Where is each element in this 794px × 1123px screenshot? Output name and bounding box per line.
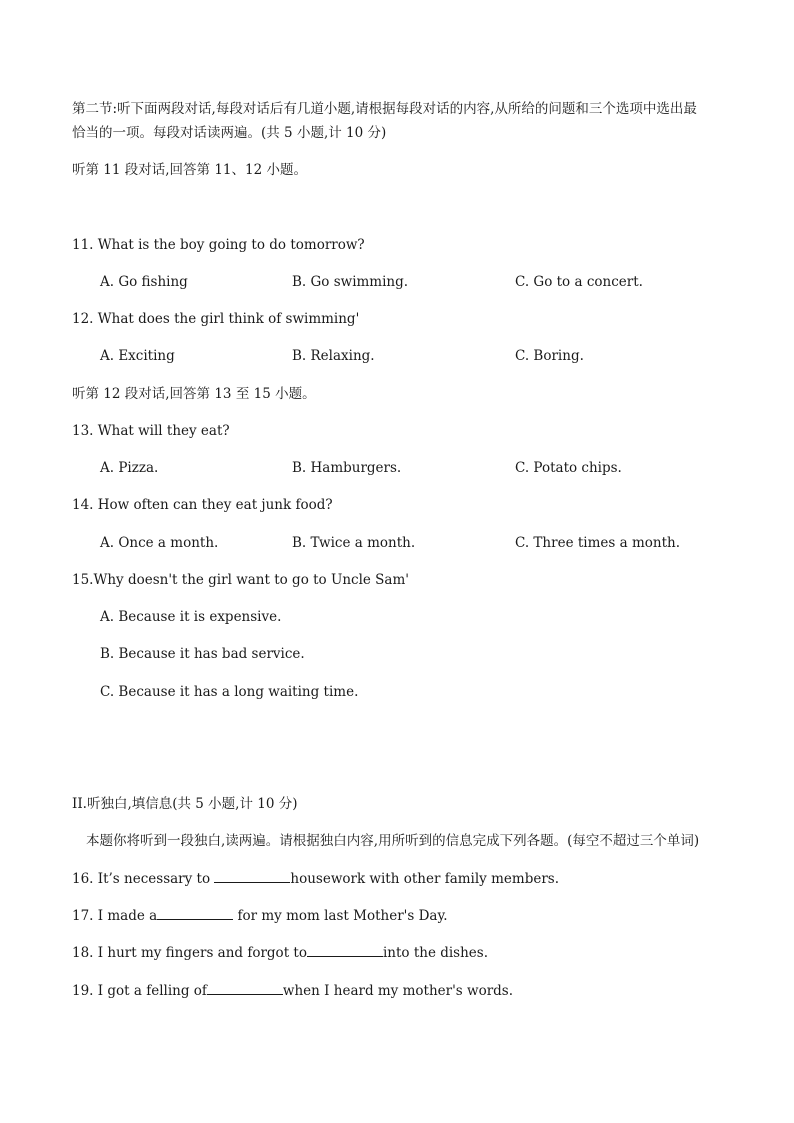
question-13-option-c[interactable]: C. Potato chips.: [515, 460, 622, 476]
fill-item-19: [72, 981, 513, 1000]
section-heading-line-1: 第二节:听下面两段对话,每段对话后有几道小题,请根据每段对话的内容,从所给的问题和三个选项中选出最: [72, 101, 697, 117]
dialogue-11-intro: 听第 11 段对话,回答第 11、12 小题。: [72, 162, 307, 178]
fill-item-18-after: into the dishes.: [382, 945, 489, 961]
fill-item-18-before: 18. I hurt my fingers and forgot to: [72, 945, 307, 961]
question-15-stem: 15.Why doesn't the girl want to go to Uncle Sam': [72, 572, 409, 588]
question-11-option-a[interactable]: A. Go fishing: [100, 274, 188, 290]
question-15-option-c[interactable]: C. Because it has a long waiting time.: [100, 684, 359, 700]
fill-item-16-after: housework with other family members.: [290, 871, 559, 887]
question-12-stem: 12. What does the girl think of swimming': [72, 311, 360, 327]
fill-item-17-before: 17. I made a: [72, 908, 158, 924]
question-11-stem: 11. What is the boy going to do tomorrow?: [72, 237, 365, 253]
question-14-option-b[interactable]: B. Twice a month.: [292, 535, 416, 551]
fill-item-17-after: for my mom last Mother's Day.: [233, 908, 448, 924]
fill-item-16-before: 16. It’s necessary to: [72, 871, 215, 887]
question-14-stem: 14. How often can they eat junk food?: [72, 497, 333, 513]
fill-item-19-after: when I heard my mother's words.: [282, 983, 514, 999]
section-ii-instructions: 本题你将听到一段独白,读两遍。请根据独白内容,用所听到的信息完成下列各题。(每空不超过三个单词): [86, 833, 700, 849]
section-heading-line-2: 恰当的一项。每段对话读两遍。(共 5 小题,计 10 分): [72, 125, 387, 141]
question-15-option-b[interactable]: B. Because it has bad service.: [100, 646, 305, 662]
question-14-option-c[interactable]: C. Three times a month.: [515, 535, 680, 551]
question-13-option-a[interactable]: A. Pizza.: [100, 460, 159, 476]
fill-item-16-blank[interactable]: [214, 869, 290, 883]
question-13-option-b[interactable]: B. Hamburgers.: [292, 460, 402, 476]
section-ii-heading: II.听独白,填信息(共 5 小题,计 10 分): [72, 796, 298, 812]
fill-item-16: [72, 869, 559, 888]
question-12-option-c[interactable]: C. Boring.: [515, 348, 584, 364]
fill-item-18-blank[interactable]: [307, 943, 383, 957]
question-14-option-a[interactable]: A. Once a month.: [100, 535, 219, 551]
question-11-option-c[interactable]: C. Go to a concert.: [515, 274, 643, 290]
question-12-option-b[interactable]: B. Relaxing.: [292, 348, 375, 364]
dialogue-12-intro: 听第 12 段对话,回答第 13 至 15 小题。: [72, 386, 316, 402]
question-11-option-b[interactable]: B. Go swimming.: [292, 274, 409, 290]
fill-item-19-blank[interactable]: [207, 981, 283, 995]
question-15-option-a[interactable]: A. Because it is expensive.: [100, 609, 282, 625]
question-13-stem: 13. What will they eat?: [72, 423, 230, 439]
fill-item-17-blank[interactable]: [157, 906, 233, 920]
fill-item-19-before: 19. I got a felling of: [72, 983, 207, 999]
fill-item-18: [72, 943, 488, 962]
fill-item-17: [72, 906, 448, 925]
question-12-option-a[interactable]: A. Exciting: [100, 348, 175, 364]
